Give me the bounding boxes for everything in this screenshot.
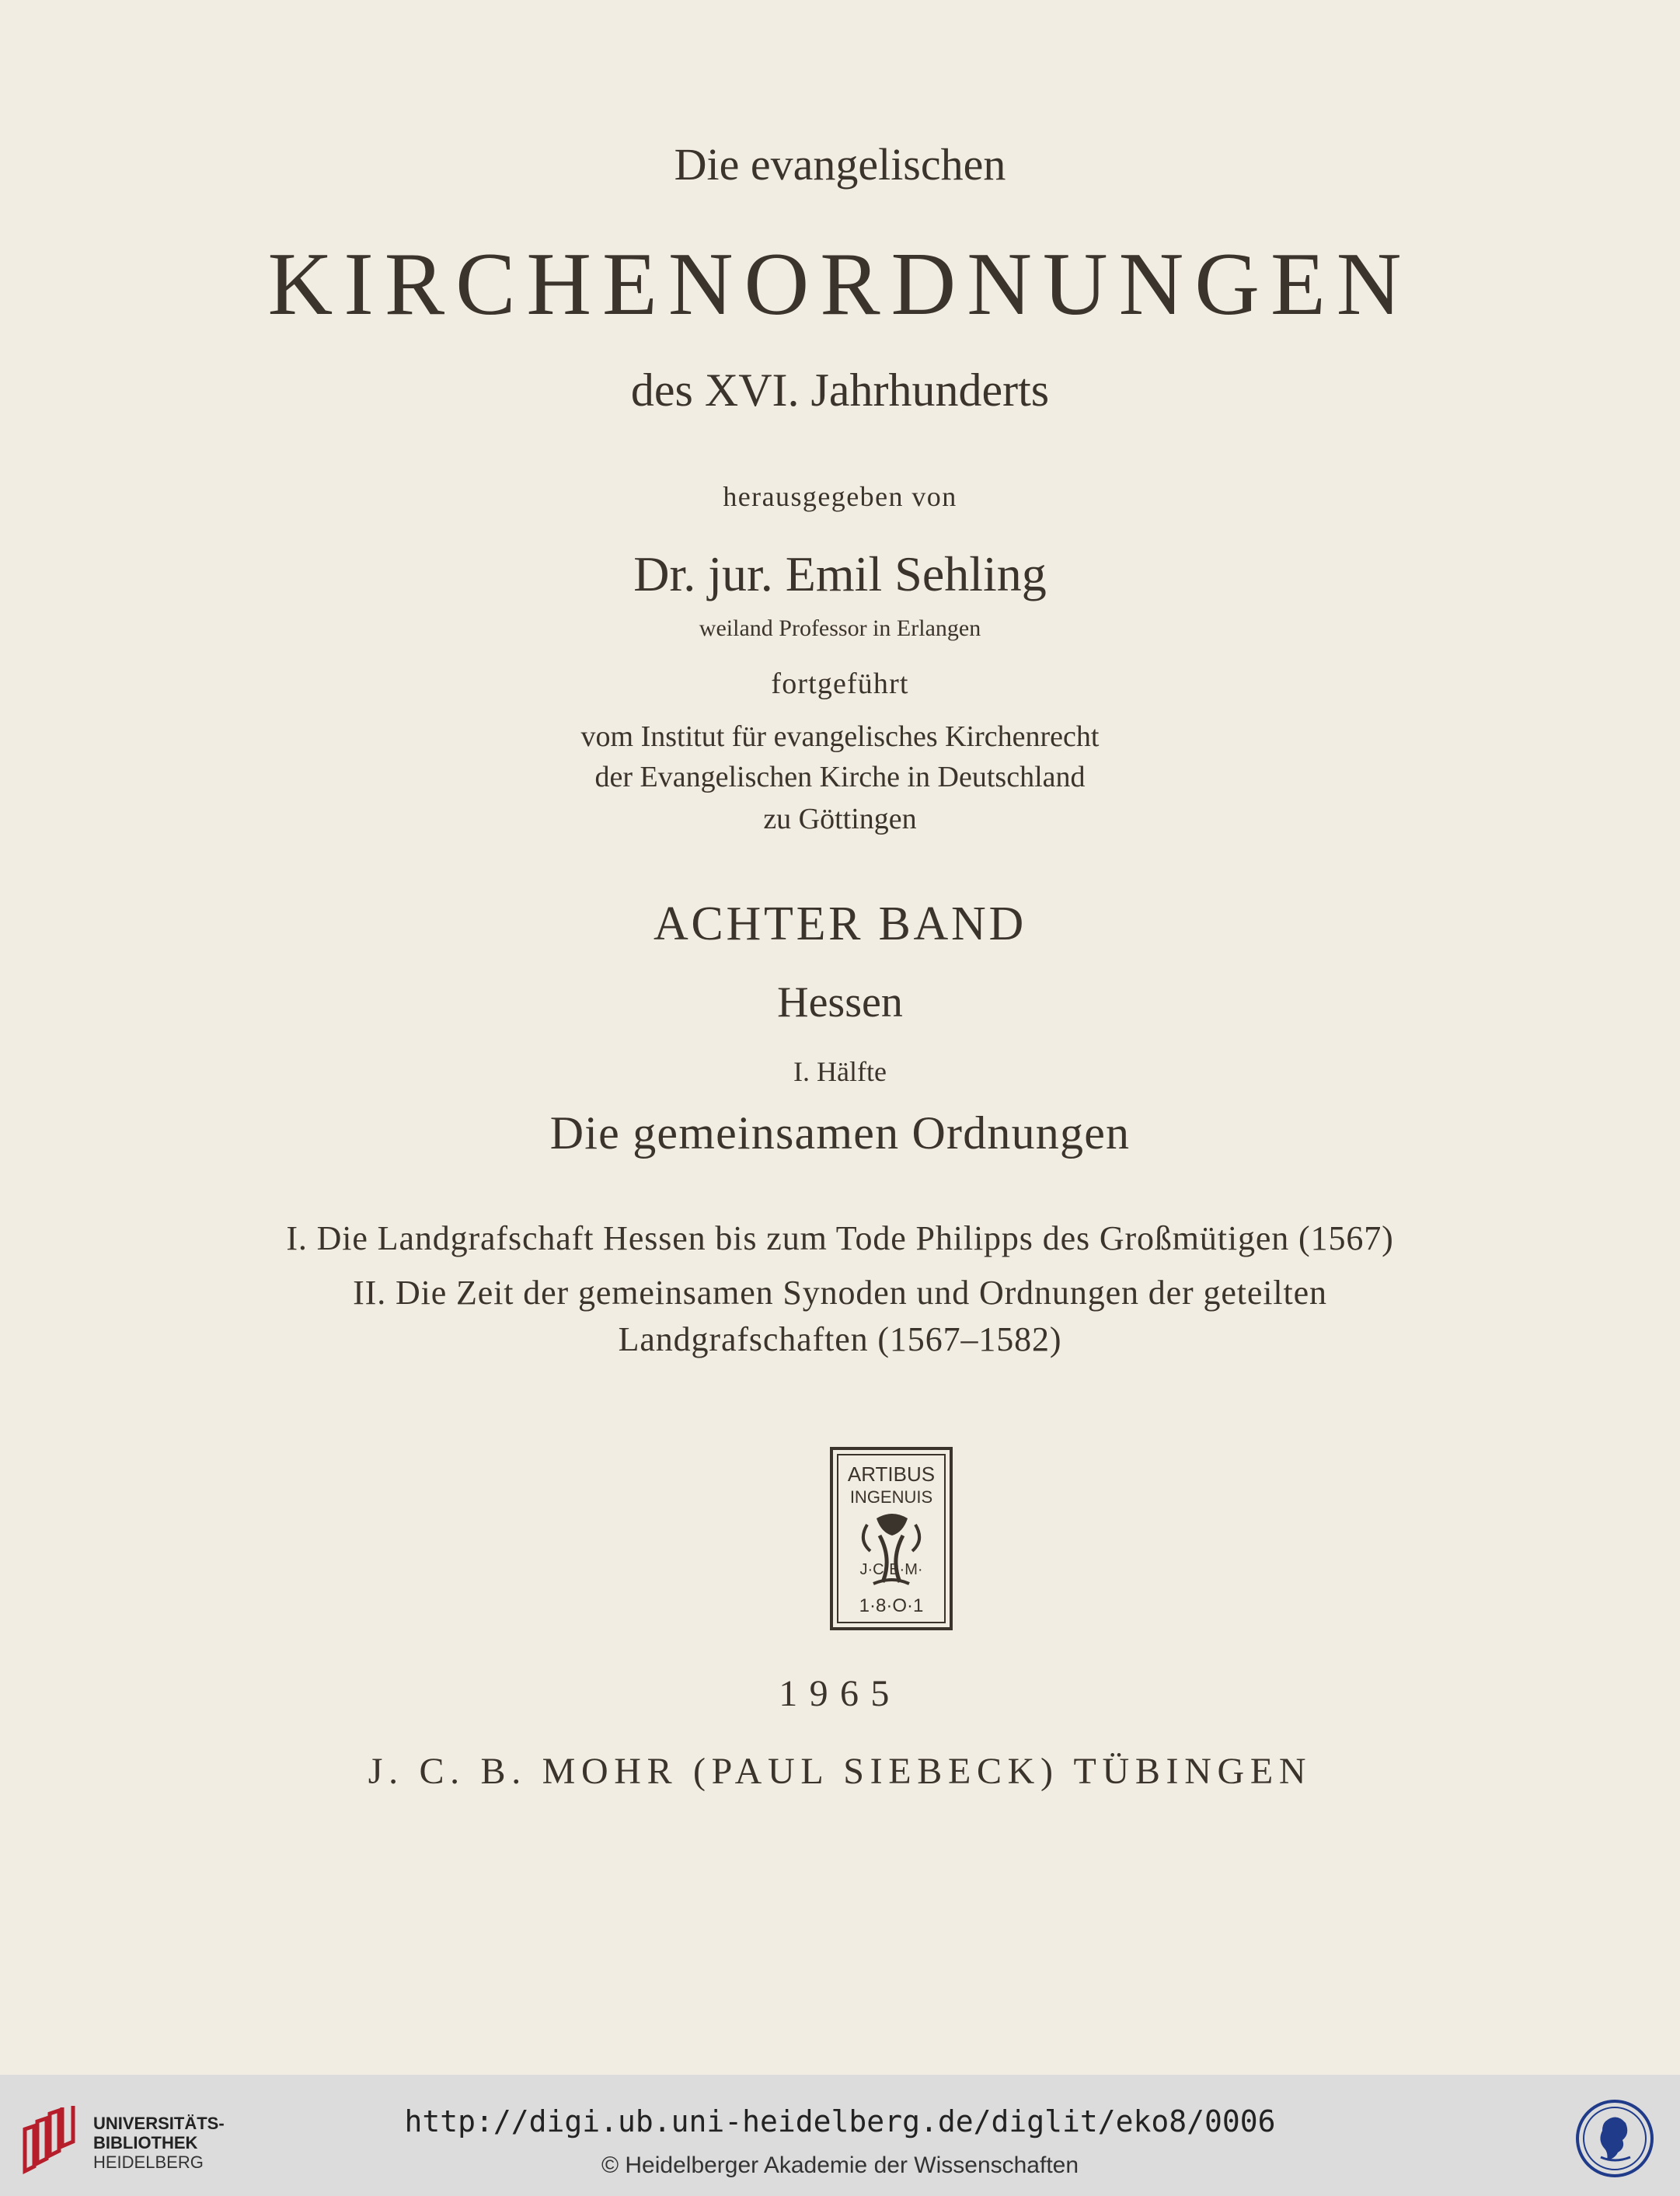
half-label: I. Hälfte [793,1056,887,1087]
title-line-3: des XVI. Jahrhunderts [630,364,1050,416]
part-1: I. Die Landgrafschaft Hessen bis zum Tode Philipps des Großmütigen (1567) [286,1219,1394,1257]
title-line-1: Die evangelischen [674,139,1006,190]
library-name-line-3: HEIDELBERG [93,2152,204,2172]
subtitle: Die gemeinsamen Ordnungen [549,1107,1131,1159]
digital-library-footer [0,2075,1680,2196]
part-2-line-2: Landgrafschaften (1567–1582) [618,1320,1062,1358]
main-title: KIRCHENORDNUNGEN [267,235,1413,334]
permalink-url[interactable]: http://digi.ub.uni-heidelberg.de/diglit/eko8/0006 [404,2104,1276,2138]
svg-text:J·C·B·M·: J·C·B·M· [859,1561,923,1578]
svg-text:INGENUIS: INGENUIS [849,1487,933,1507]
publisher-line: J. C. B. MOHR (PAUL SIEBECK) TÜBINGEN [368,1751,1312,1792]
part-2-line-1: II. Die Zeit der gemeinsamen Synoden und Ordnungen der geteilten [353,1274,1327,1312]
library-name-line-2: BIBLIOTHEK [93,2133,198,2152]
svg-text:1·8·O·1: 1·8·O·1 [859,1595,924,1616]
volume-label: ACHTER BAND [653,898,1027,950]
library-name-line-1: UNIVERSITÄTS- [93,2114,225,2133]
publication-year: 1965 [779,1673,901,1714]
continued-label: fortgeführt [771,668,909,700]
editor-note: weiland Professor in Erlangen [699,615,981,641]
copyright-notice: © Heidelberger Akademie der Wissenschaften [601,2152,1079,2178]
svg-text:ARTIBUS: ARTIBUS [847,1462,936,1486]
institute-line-3: zu Göttingen [763,803,917,835]
editor-name: Dr. jur. Emil Sehling [633,546,1047,601]
publisher-emblem-icon [830,1447,953,1630]
institute-line-1: vom Institut für evangelisches Kirchenrecht [580,720,1100,753]
institute-line-2: der Evangelischen Kirche in Deutschland [594,761,1086,793]
academy-seal-icon [1574,2098,1655,2179]
region-label: Hessen [777,978,903,1027]
editor-intro: herausgegeben von [723,481,957,512]
